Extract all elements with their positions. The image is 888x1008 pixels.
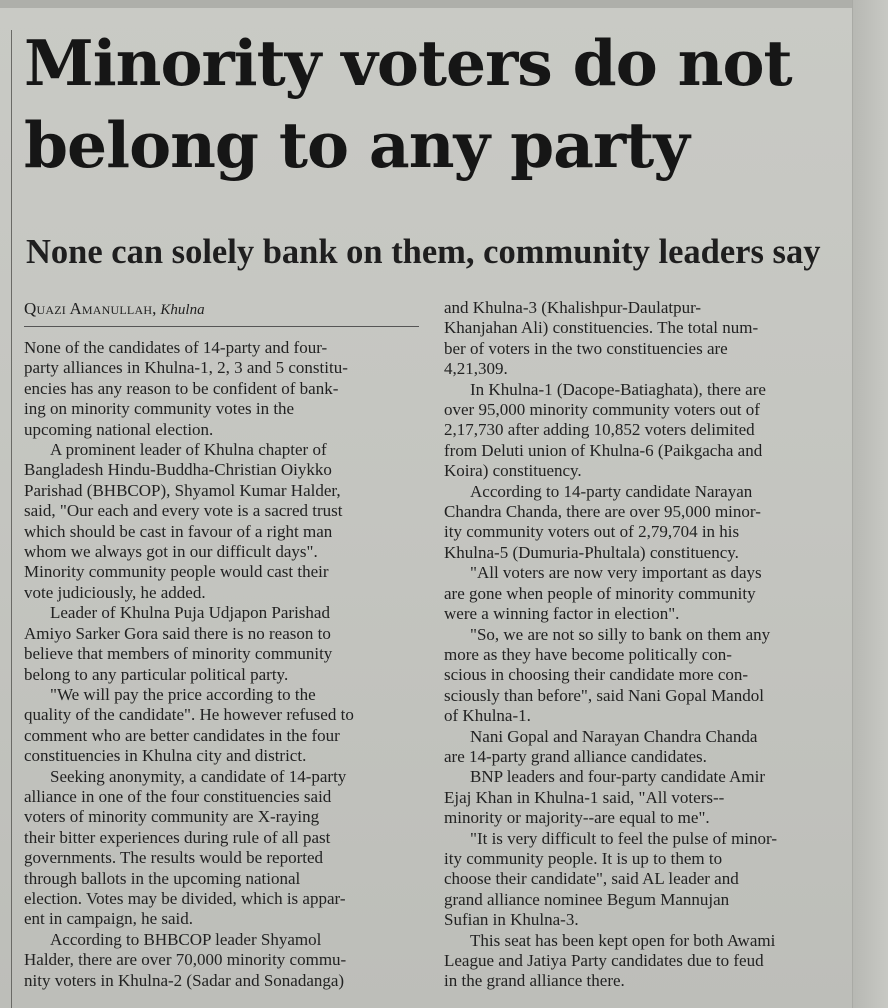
body-line: said, "Our each and every vote is a sacred trust bbox=[24, 501, 343, 521]
body-line: more as they have become politically con- bbox=[444, 644, 732, 664]
body-line: Minority community people would cast their bbox=[24, 562, 329, 582]
body-line: which should be cast in favour of a right man bbox=[24, 521, 333, 541]
body-line: sciously than before", said Nani Gopal Mandol bbox=[444, 685, 764, 705]
body-line: ity community people. It is up to them to bbox=[444, 848, 723, 868]
body-line: Sufian in Khulna-3. bbox=[444, 910, 579, 930]
subheadline: None can solely bank on them, community leaders say bbox=[26, 233, 821, 271]
body-line: encies has any reason to be confident of bank- bbox=[24, 378, 339, 398]
body-line: voters of minority community are X-raying bbox=[24, 807, 320, 827]
body-line: from Deluti union of Khulna-6 (Paikgacha and bbox=[444, 440, 763, 460]
body-line: Leader of Khulna Puja Udjapon Parishad bbox=[50, 603, 330, 623]
body-line: "All voters are now very important as days bbox=[470, 563, 762, 583]
body-line: ing on minority community votes in the bbox=[24, 399, 295, 419]
body-line: believe that members of minority community bbox=[24, 644, 333, 664]
body-line: minority or majority--are equal to me". bbox=[444, 808, 710, 828]
body-line: nity voters in Khulna-2 (Sadar and Sonadanga) bbox=[24, 970, 345, 990]
body-line: belong to any particular political party. bbox=[24, 664, 289, 684]
body-line: According to BHBCOP leader Shyamol bbox=[50, 929, 322, 949]
body-line: comment who are better candidates in the four bbox=[24, 725, 340, 745]
body-line: their bitter experiences during rule of all past bbox=[24, 827, 331, 847]
headline bbox=[24, 22, 854, 186]
byline-author: Quazi Amanullah, bbox=[24, 299, 157, 318]
body-line: Chandra Chanda, there are over 95,000 minor- bbox=[444, 502, 761, 522]
adjacent-page-strip bbox=[852, 0, 888, 1008]
byline-rule bbox=[24, 326, 419, 327]
body-line: ent in campaign, he said. bbox=[24, 909, 194, 929]
body-line: scious in choosing their candidate more con- bbox=[444, 665, 749, 685]
body-line: A prominent leader of Khulna chapter of bbox=[50, 440, 327, 460]
body-line: League and Jatiya Party candidates due to feud bbox=[444, 951, 764, 970]
article-column-2 bbox=[444, 298, 844, 992]
body-line: Seeking anonymity, a candidate of 14-party bbox=[50, 766, 347, 786]
body-line: whom we always got in our difficult days". bbox=[24, 542, 318, 562]
body-line: BNP leaders and four-party candidate Amir bbox=[470, 767, 766, 787]
body-line: are 14-party grand alliance candidates. bbox=[444, 746, 707, 766]
body-line: "So, we are not so silly to bank on them any bbox=[470, 624, 771, 644]
body-line: Halder, there are over 70,000 minority commu- bbox=[24, 950, 347, 970]
byline-location: Khulna bbox=[160, 302, 205, 318]
body-line: 2,17,730 after adding 10,852 voters delimited bbox=[444, 420, 755, 440]
body-line: governments. The results would be reported bbox=[24, 848, 324, 868]
body-line: According to 14-party candidate Narayan bbox=[470, 481, 753, 501]
body-line: Ejaj Khan in Khulna-1 said, "All voters-- bbox=[444, 787, 725, 807]
body-line: ber of voters in the two constituencies are bbox=[444, 338, 728, 358]
body-line: vote judiciously, he added. bbox=[24, 582, 206, 602]
body-line: Amiyo Sarker Gora said there is no reason to bbox=[24, 623, 331, 643]
body-line: ity community voters out of 2,79,704 in his bbox=[444, 522, 740, 542]
body-line: through ballots in the upcoming national bbox=[24, 868, 301, 888]
body-line: of Khulna-1. bbox=[444, 706, 531, 726]
body-line: and Khulna-3 (Khalishpur-Daulatpur- bbox=[444, 298, 702, 317]
body-line: were a winning factor in election". bbox=[444, 604, 680, 624]
body-line: Khanjahan Ali) constituencies. The total num- bbox=[444, 318, 759, 338]
body-line: quality of the candidate". He however refused to bbox=[24, 705, 354, 725]
page-top-edge bbox=[0, 0, 888, 8]
body-line: None of the candidates of 14-party and four- bbox=[24, 338, 328, 357]
byline bbox=[24, 298, 424, 321]
body-line: Koira) constituency. bbox=[444, 461, 582, 481]
body-line: In Khulna-1 (Dacope-Batiaghata), there are bbox=[470, 379, 766, 399]
body-line: constituencies in Khulna city and district. bbox=[24, 746, 307, 766]
body-line: "It is very difficult to feel the pulse of minor- bbox=[470, 828, 778, 848]
headline-line-1: Minority voters do not bbox=[24, 26, 792, 100]
article-column-1 bbox=[24, 338, 424, 991]
body-line: Nani Gopal and Narayan Chandra Chanda bbox=[470, 726, 758, 746]
body-line: are gone when people of minority community bbox=[444, 583, 756, 603]
body-line: This seat has been kept open for both Awami bbox=[470, 930, 776, 950]
body-line: in the grand alliance there. bbox=[444, 971, 625, 991]
body-line: 4,21,309. bbox=[444, 359, 508, 379]
body-line: Bangladesh Hindu-Buddha-Christian Oiykko bbox=[24, 460, 332, 480]
body-line: election. Votes may be divided, which is appar- bbox=[24, 888, 346, 908]
body-line: choose their candidate", said AL leader and bbox=[444, 869, 739, 889]
body-line: Parishad (BHBCOP), Shyamol Kumar Halder, bbox=[24, 480, 341, 500]
column-rule-left bbox=[11, 30, 12, 1008]
body-line: upcoming national election. bbox=[24, 419, 214, 439]
headline-line-2: belong to any party bbox=[24, 108, 689, 182]
body-line: "We will pay the price according to the bbox=[50, 684, 316, 704]
body-line: alliance in one of the four constituencies said bbox=[24, 786, 332, 806]
body-line: Khulna-5 (Dumuria-Phultala) constituency. bbox=[444, 542, 739, 562]
body-line: party alliances in Khulna-1, 2, 3 and 5 constitu- bbox=[24, 358, 348, 378]
body-line: over 95,000 minority community voters out of bbox=[444, 400, 760, 420]
body-line: grand alliance nominee Begum Mannujan bbox=[444, 889, 730, 909]
